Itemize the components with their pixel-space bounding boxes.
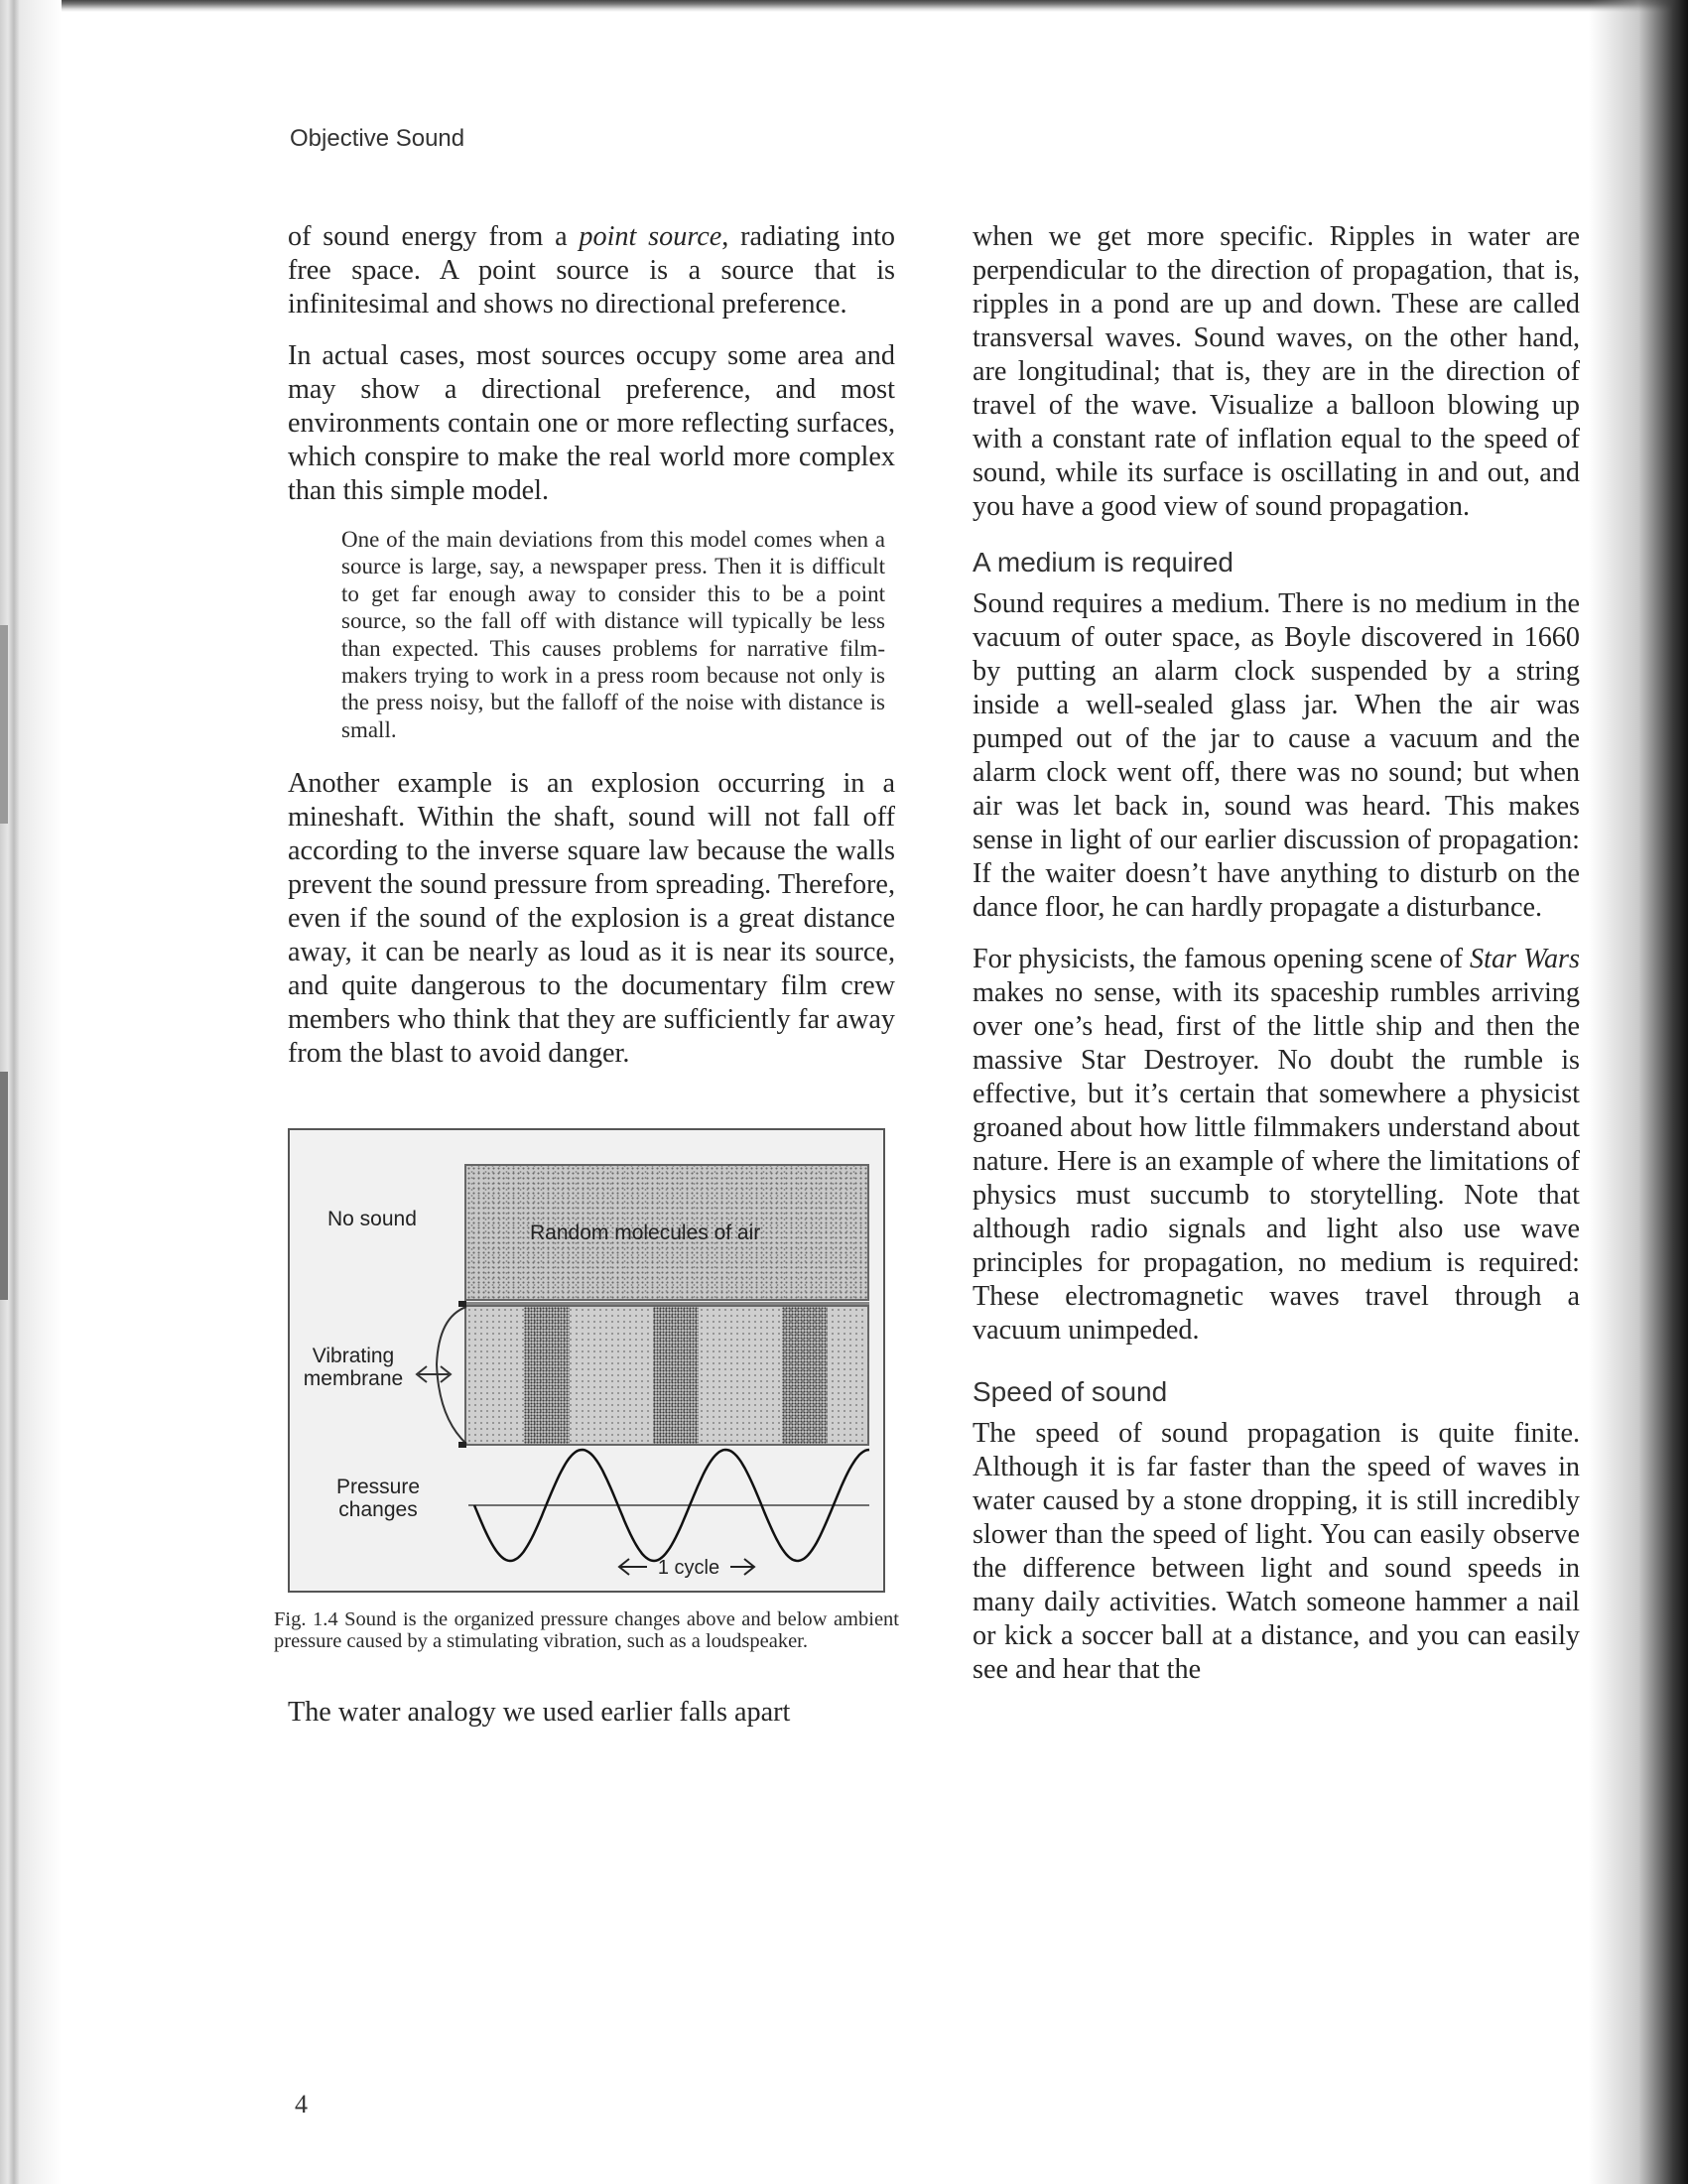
cycle-label: 1 cycle: [657, 1557, 720, 1580]
paragraph-point-source: [288, 220, 895, 321]
emphasis-term: point source: [579, 221, 722, 252]
scan-left-edge: [0, 0, 62, 2184]
scan-top-edge: [0, 0, 1688, 12]
right-column: [973, 220, 1580, 1705]
paragraph-text: , radiating into free space. A point source is a source that is infinitesimal and shows no directional preference.: [288, 221, 895, 320]
running-head: Objective Sound: [290, 125, 465, 152]
section-heading-medium: A medium is required: [973, 547, 1234, 578]
page-number: 4: [295, 2090, 308, 2119]
paragraph-text: makes no sense, with its spaceship rumbles arriving over one’s head, first of the little ship and then the massive Star Destroyer. No doubt the rumble is effective, but it’s certain that somewhere a physicist groaned about how little filmmakers understand about nature. Here is an example of where the limitations of physics must succumb to storytelling. Note that although radio signals and light also use wave principles for propagation, no medium is required: These electromagnetic waves travel through a vacuum unimpeded.: [973, 977, 1580, 1346]
pressure-changes-label: Pressure changes: [335, 1476, 421, 1522]
scan-edge-band: [0, 1072, 8, 1300]
figure-sound-pressure: [288, 1128, 885, 1593]
sidebar-note: One of the main deviations from this model comes when a source is large, say, a newspaper press. Then it is difficult to get far enough away to consider this to be a point source, so the fall off with distance will typically be less than expected. This causes problems for narrative filmmakers trying to work in a press room because not only is the press noisy, but the falloff of the noise with distance is small.: [341, 527, 885, 742]
paragraph-mineshaft: Another example is an explosion occurring in a mineshaft. Within the shaft, sound will not fall off according to the inverse square law because the walls prevent the sound pressure from spreading. Therefore, even if the sound of the explosion is a great distance away, it can be nearly as loud as it is near its source, and quite dangerous to the documentary film crew members who think that they are sufficiently far away from the blast to avoid danger.: [288, 768, 895, 1070]
paragraph-speed-of-sound: The speed of sound propagation is quite finite. Although it is far faster than the speed of waves in water caused by a stone dropping, it is still incredibly slower than the speed of light. You can easily observe the difference between light and sound speeds in many daily activities. Watch someone hammer a nail or kick a soccer ball at a distance, and you can easily see and hear that the: [973, 1418, 1580, 1685]
page-gutter-shadow: [1589, 0, 1688, 2184]
paragraph-star-wars: [973, 943, 1580, 1348]
scan-edge-band: [0, 625, 8, 824]
figure-caption: Fig. 1.4 Sound is the organized pressure changes above and below ambient pressure caused by a stimulating vibration, such as a loudspeaker.: [274, 1608, 899, 1653]
paragraph-wave-direction: when we get more specific. Ripples in water are perpendicular to the direction of propagation, that is, ripples in a pond are up and down. These are called transversal waves. Sound waves, on the other hand, are longitudinal; that is, they are in the direction of travel of the wave. Visualize a balloon blowing up with a constant rate of inflation equal to the speed of sound, while its surface is oscillating in and out, and you have a good view of sound propagation.: [973, 221, 1580, 522]
paragraph-text: For physicists, the famous opening scene of: [973, 944, 1471, 974]
no-sound-label: No sound: [327, 1208, 417, 1231]
left-column: [274, 220, 899, 1747]
random-molecules-label: Random molecules of air: [530, 1221, 761, 1245]
paragraph-medium-required: Sound requires a medium. There is no medium in the vacuum of outer space, as Boyle discovered in 1660 by putting an alarm clock suspended by a string inside a well-sealed glass jar. When the air was pumped out of the jar to cause a vacuum and the alarm clock went off, there was no sound; but when air was let back in, sound was heard. This makes sense in light of our earlier discussion of propagation: If the waiter doesn’t have anything to disturb on the dance floor, he can hardly propagate a disturbance.: [973, 588, 1580, 923]
section-heading-speed: Speed of sound: [973, 1376, 1168, 1407]
vibrating-membrane-label: Vibrating membrane: [303, 1345, 404, 1391]
paragraph-text: of sound energy from a: [288, 221, 580, 252]
film-title: Star Wars: [1470, 944, 1580, 974]
paragraph-water-analogy: The water analogy we used earlier falls apart: [288, 1697, 791, 1729]
paragraph-actual-cases: In actual cases, most sources occupy some area and may show a directional preference, and most environments contain one or more reflecting surfaces, which conspire to make the real world more complex than this simple model.: [288, 340, 895, 506]
